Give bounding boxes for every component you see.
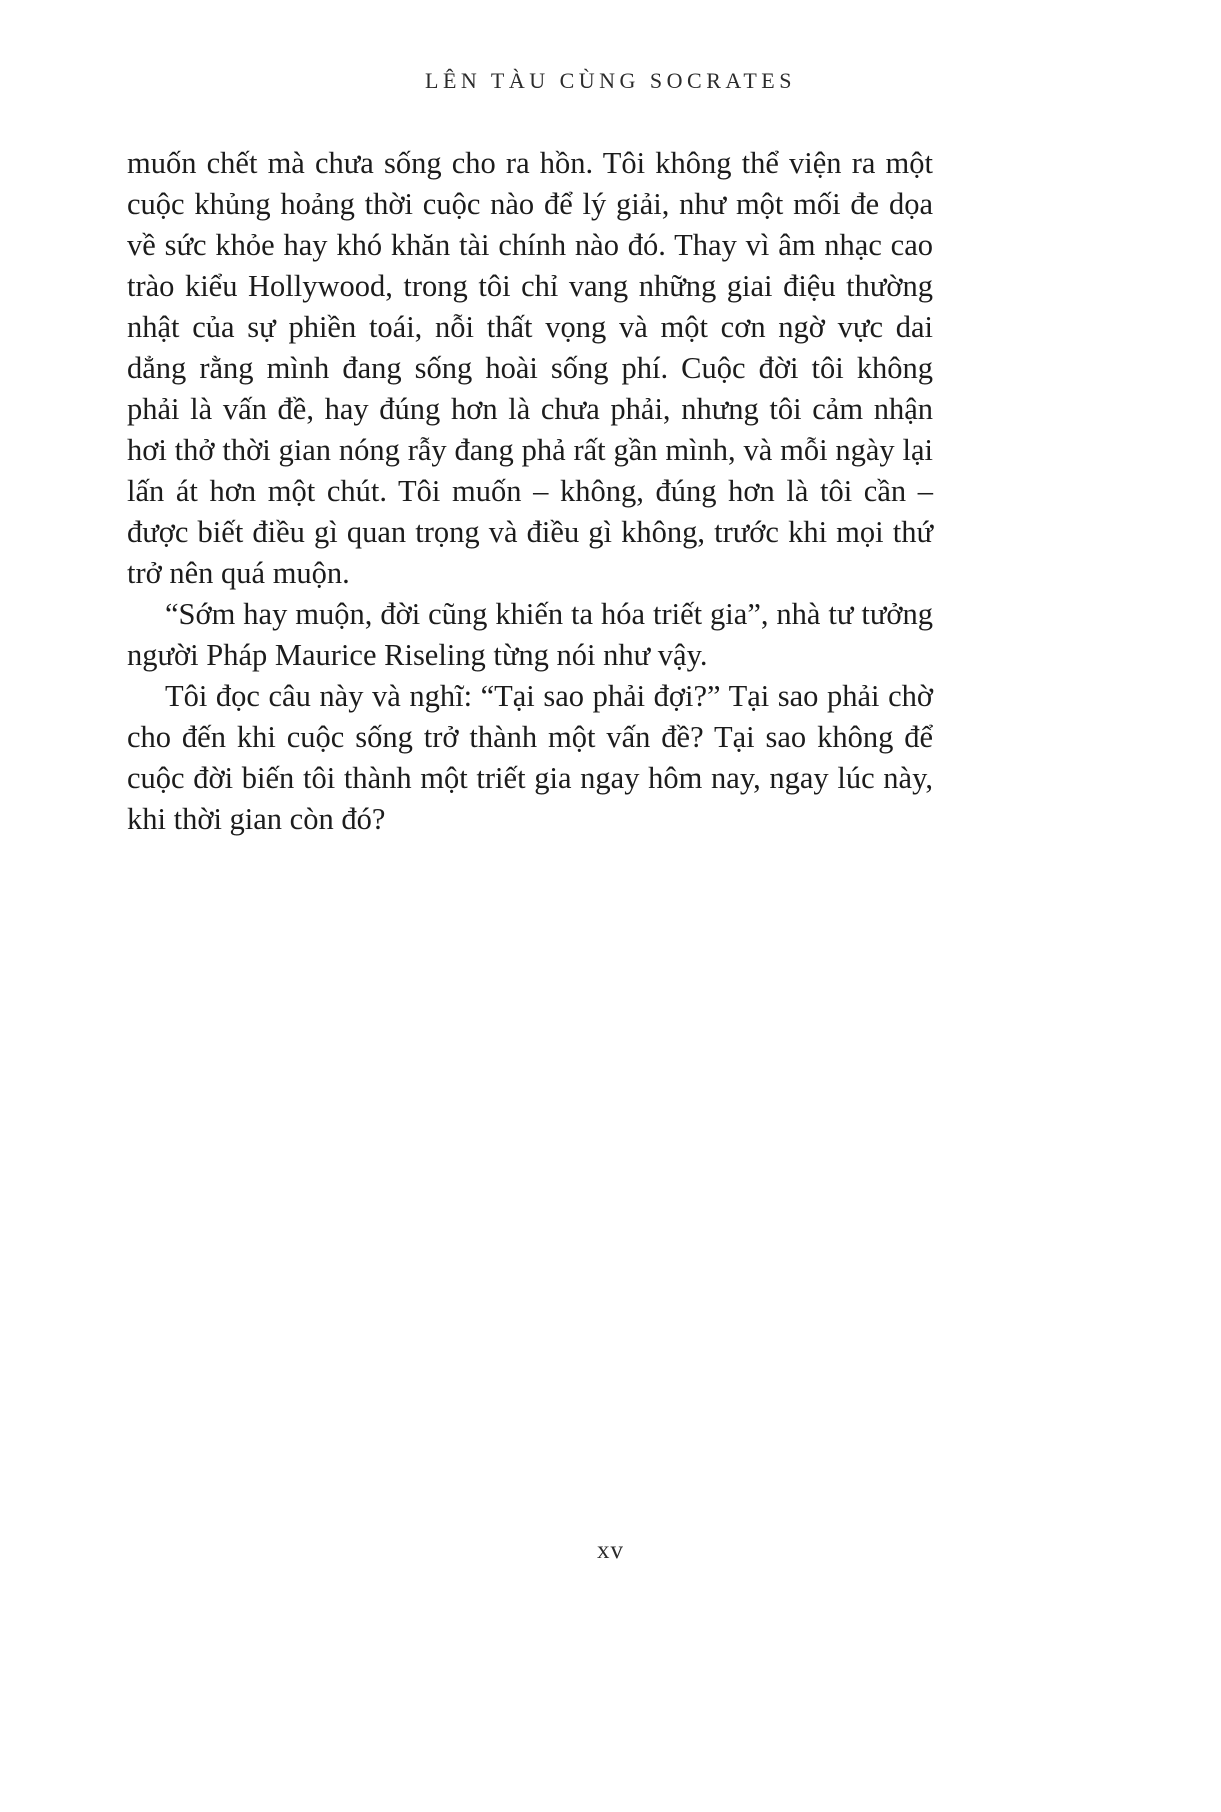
paragraph-reflection: Tôi đọc câu này và nghĩ: “Tại sao phải đợi?” Tại sao phải chờ cho đến khi cuộc sống trở thành một vấn đề? Tại sao không để cuộc đời biến tôi thành một triết gia ngay hôm nay, ngay lúc này, khi thời gian còn đó?	[127, 679, 933, 836]
paragraph-quote: “Sớm hay muộn, đời cũng khiến ta hóa triết gia”, nhà tư tưởng người Pháp Maurice Riseling từng nói như vậy.	[127, 597, 933, 672]
running-header: LÊN TÀU CÙNG SOCRATES	[425, 68, 796, 93]
paragraph-continuation: muốn chết mà chưa sống cho ra hồn. Tôi không thể viện ra một cuộc khủng hoảng thời cuộc nào để lý giải, như một mối đe dọa về sức khỏe hay khó khăn tài chính nào đó. Thay vì âm nhạc cao trào kiểu Hollywood, trong tôi chỉ vang những giai điệu thường nhật của sự phiền toái, nỗi thất vọng và một cơn ngờ vực dai dẳng rằng mình đang sống hoài sống phí. Cuộc đời tôi không phải là vấn đề, hay đúng hơn là chưa phải, nhưng tôi cảm nhận hơi thở thời gian nóng rẫy đang phả rất gần mình, và mỗi ngày lại lấn át hơn một chút. Tôi muốn – không, đúng hơn là tôi cần – được biết điều gì quan trọng và điều gì không, trước khi mọi thứ trở nên quá muộn.	[127, 146, 933, 590]
page-number: xv	[597, 1537, 624, 1564]
page-body	[127, 143, 933, 840]
